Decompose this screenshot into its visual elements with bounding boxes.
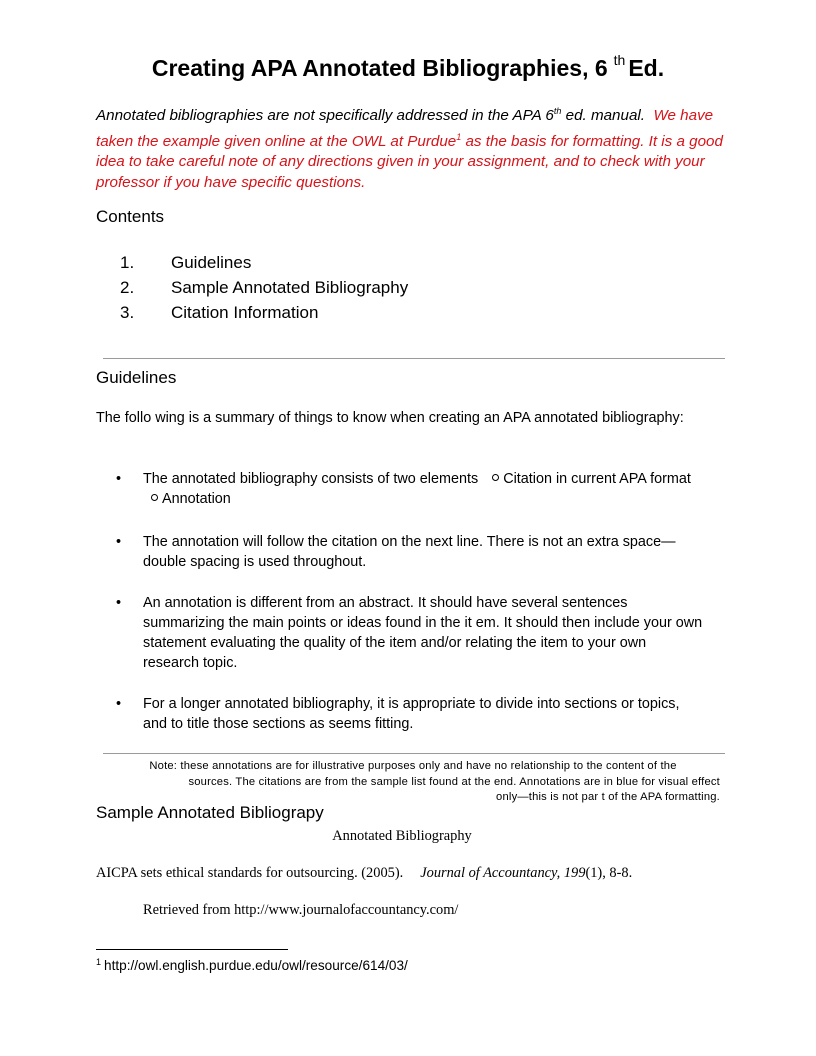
toc-link-citation[interactable]: Citation Information — [171, 303, 319, 322]
contents-heading: Contents — [96, 207, 165, 226]
note-divider — [103, 753, 725, 754]
list-item — [116, 532, 706, 572]
table-of-contents — [120, 250, 408, 325]
sample-subtitle: Annotated Bibliography — [332, 828, 472, 844]
footnote — [96, 957, 408, 973]
note-line: sources. The citations are from the sample list found at the end. Annotations are in blue for visual effect — [188, 775, 720, 788]
note-line: Note: these annotations are for illustrative purposes only and have no relationship to the content of the — [149, 760, 677, 772]
footnote-url[interactable]: http://owl.english.purdue.edu/owl/resource/614/03/ — [104, 958, 408, 973]
intro-red-text-2: as the basis for formatting. It is a good idea to take careful note of any directions given in your assignment, and to check with your professor if you have specific questions. — [96, 132, 723, 191]
bullet-text: The annotated bibliography consists of two elements — [143, 471, 479, 487]
intro-paragraph — [96, 101, 726, 193]
toc-item[interactable] — [120, 250, 408, 275]
title-end: Ed. — [628, 55, 665, 81]
footnote-reference[interactable]: 1 — [456, 131, 462, 142]
page-title — [0, 52, 816, 82]
bullet-text: The annotation will follow the citation on the next line. There is not an extra space—double spacing is used throughout. — [143, 534, 676, 570]
guidelines-list — [116, 469, 706, 734]
toc-number: 1. — [120, 253, 135, 272]
toc-item[interactable] — [120, 300, 408, 325]
retrieved-line[interactable]: Retrieved from http://www.journalofaccountancy.com/ — [143, 902, 459, 918]
sample-heading: Sample Annotated Bibliograpy — [96, 803, 324, 822]
journal-title: Journal of Accountancy, 199 — [420, 865, 586, 881]
toc-link-guidelines[interactable]: Guidelines — [171, 253, 252, 272]
guidelines-intro: The follo wing is a summary of things to know when creating an APA annotated bibliography: — [96, 410, 684, 426]
list-item — [116, 469, 706, 509]
bullet-icon: • — [116, 696, 122, 712]
list-item — [116, 593, 706, 673]
citation-issue: (1), 8-8. — [585, 865, 633, 881]
intro-red-text: We have taken the example given online at the OWL at Purdue — [96, 107, 714, 150]
bullet-icon: • — [116, 534, 122, 550]
bullet-text: For a longer annotated bibliography, it is appropriate to divide into sections or topics, and to title those sections as seems fitting. — [143, 696, 680, 732]
sub-item-text: Citation in current APA format — [503, 471, 691, 487]
toc-item[interactable] — [120, 275, 408, 300]
list-item — [116, 694, 706, 734]
citation-entry — [96, 865, 632, 882]
bullet-icon: • — [116, 471, 122, 487]
circle-bullet-icon — [492, 474, 499, 481]
guidelines-heading: Guidelines — [96, 368, 177, 387]
illustrative-note — [106, 759, 720, 806]
note-line: only—this is not par t of the APA formatting. — [496, 791, 720, 803]
footnote-separator — [96, 949, 288, 950]
citation-text: AICPA sets ethical standards for outsourcing. (2005). — [96, 865, 404, 881]
toc-link-sample[interactable]: Sample Annotated Bibliography — [171, 278, 409, 297]
title-main: Creating APA Annotated Bibliographies, 6 — [151, 55, 608, 81]
intro-superscript: th — [553, 106, 562, 116]
footnote-number: 1 — [96, 957, 102, 967]
toc-number: 2. — [120, 278, 135, 297]
sub-item-text: Annotation — [162, 491, 231, 507]
bullet-text: An annotation is different from an abstract. It should have several sentences summarizing the main points or ideas found in the it em. It should then include your own statement evaluating the quality of the item and/or relating the item to your own research topic. — [143, 595, 703, 671]
intro-text-2: ed. manual. — [561, 107, 645, 124]
intro-text: Annotated bibliographies are not specifically addressed in the APA 6 — [96, 107, 554, 124]
toc-number: 3. — [120, 303, 135, 322]
section-divider — [103, 358, 725, 359]
bullet-icon: • — [116, 595, 122, 611]
circle-bullet-icon — [151, 494, 158, 501]
title-superscript: th — [613, 52, 626, 68]
